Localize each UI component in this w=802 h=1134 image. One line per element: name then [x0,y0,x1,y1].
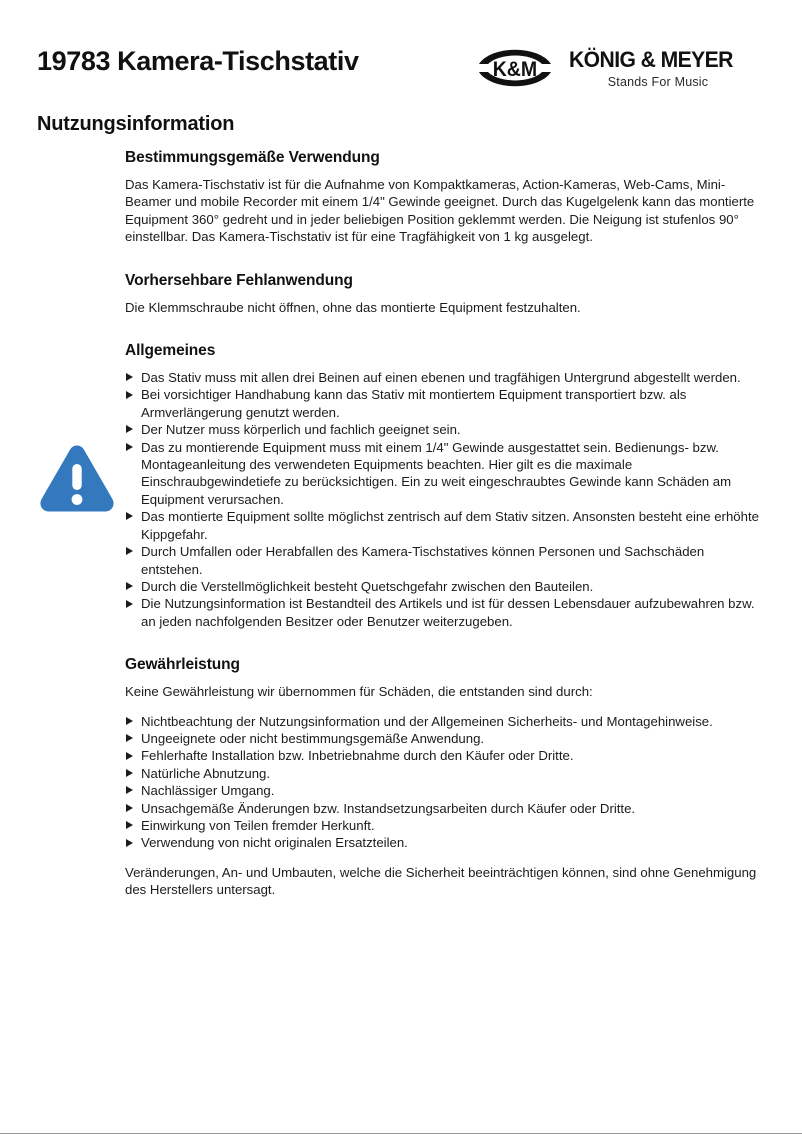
triangle-right-bullet-icon [126,786,133,794]
spacer [125,852,765,864]
svg-text:K&M: K&M [492,58,538,82]
document-header [0,40,802,100]
list-item [125,782,765,799]
triangle-right-bullet-icon [126,443,133,451]
triangle-right-bullet-icon [126,804,133,812]
logo-wordmark [569,48,761,89]
list-item [125,578,765,595]
list-item [125,834,765,851]
list-item [125,765,765,782]
heading-general: Allgemeines [125,342,216,360]
list-item [125,817,765,834]
list-item [125,747,765,764]
list-item-text: Das montierte Equipment sollte möglichst zentrisch auf dem Stativ sitzen. Ansonsten besteht eine erhöhte Kippgefahr. [141,509,759,542]
list-item-text: Verwendung von nicht originalen Ersatzteilen. [141,835,408,851]
list-item-text: Unsachgemäße Änderungen bzw. Instandsetzungsarbeiten durch Käufer oder Dritte. [141,800,636,816]
paragraph-intended-use: Das Kamera-Tischstativ ist für die Aufnahme von Kompaktkameras, Action-Kameras, Web-Cams, Mini-Beamer und mobile Recorder mit einem 1/4" Gewinde geeignet. Durch das Kugelgelenk kann das montierte Equipment 360° gedreht und in jeder beliebigen Position geklemmt werden. Die Neigung ist stufenlos 90° einstellbar. Das Kamera-Tischstativ ist für eine Tragfähigkeit von 1 kg ausgelegt. [125,177,755,245]
paragraph-warranty-closing: Veränderungen, An- und Umbauten, welche die Sicherheit beeinträchtigen können, sind ohne Genehmigung des Herstellers untersagt. [125,864,757,898]
list-item-text: Das zu montierende Equipment muss mit einem 1/4" Gewinde ausgestattet sein. Bedienungs- bzw. Montageanleitung des verwendeten Equipments beachten. Hier gilt es die maximale Einschraubgewindetiefe zu berücksichtigen. Ein zu weit eingeschraubtes Gewinde kann Schäden am Equipment verursachen. [141,439,732,507]
heading-foreseeable-misuse: Vorhersehbare Fehlanwendung [125,271,353,289]
triangle-right-bullet-icon [126,373,133,381]
triangle-right-bullet-icon [126,734,133,742]
list-item-text: Fehlerhafte Installation bzw. Inbetriebnahme durch den Käufer oder Dritte. [141,748,574,764]
list-item-text: Ungeeignete oder nicht bestimmungsgemäße Anwendung. [141,730,485,746]
list-item [125,713,765,730]
list-item-text: Durch die Verstellmöglichkeit besteht Quetschgefahr zwischen den Bauteilen. [141,578,594,594]
triangle-right-bullet-icon [126,717,133,725]
list-item-text: Natürliche Abnutzung. [141,765,271,781]
triangle-right-bullet-icon [126,600,133,608]
list-item-text: Durch Umfallen oder Herabfallen des Kamera-Tischstatives können Personen und Sachschäden entstehen. [141,544,705,577]
list-item [125,595,765,630]
list-item-text: Nichtbeachtung der Nutzungsinformation und der Allgemeinen Sicherheits- und Montagehinweise. [141,713,713,729]
triangle-right-bullet-icon [126,547,133,555]
brand-logo [469,40,761,98]
list-item [125,730,765,747]
paragraph-foreseeable-misuse: Die Klemmschraube nicht öffnen, ohne das montierte Equipment festzuhalten. [125,299,581,315]
triangle-right-bullet-icon [126,425,133,433]
list-warranty-exclusions [125,713,765,852]
list-item [125,508,765,543]
triangle-right-bullet-icon [126,752,133,760]
list-item [125,543,765,578]
page-title: 19783 Kamera-Tischstativ [37,46,359,76]
triangle-right-bullet-icon [126,512,133,520]
document-content [125,148,765,899]
list-item [125,439,765,509]
company-tagline: Stands For Music [607,75,709,89]
heading-intended-use: Bestimmungsgemäße Verwendung [125,149,380,166]
warning-triangle-icon [38,440,116,518]
list-item-text: Einwirkung von Teilen fremder Herkunft. [141,817,375,833]
triangle-right-bullet-icon [126,821,133,829]
list-item-text: Die Nutzungsinformation ist Bestandteil des Artikels und ist für dessen Lebensdauer aufzubewahren bzw. an jeden nachfolgenden Besitzer oder Benutzer weiterzugeben. [141,596,755,629]
triangle-right-bullet-icon [126,391,133,399]
spacer [125,701,765,713]
paragraph-warranty-intro: Keine Gewährleistung wir übernommen für Schäden, die entstanden sind durch: [125,684,593,700]
list-item [125,800,765,817]
list-item-text: Nachlässiger Umgang. [141,783,275,799]
list-item-text: Bei vorsichtiger Handhabung kann das Stativ mit montiertem Equipment transportiert bzw. als Armverlängerung genutzt werden. [141,387,687,420]
section-heading-nutzungsinformation: Nutzungsinformation [37,113,235,135]
km-logo-mark-icon [469,42,561,94]
list-item [125,386,765,421]
triangle-right-bullet-icon [126,839,133,847]
list-item [125,421,765,438]
list-general [125,369,765,630]
triangle-right-bullet-icon [126,582,133,590]
list-item-text: Der Nutzer muss körperlich und fachlich geeignet sein. [141,422,461,438]
heading-warranty: Gewährleistung [125,656,240,674]
triangle-right-bullet-icon [126,769,133,777]
list-item [125,369,765,386]
list-item-text: Das Stativ muss mit allen drei Beinen auf einen ebenen und tragfähigen Untergrund abgestellt werden. [141,370,741,386]
company-name: KÖNIG & MEYER [569,47,733,72]
